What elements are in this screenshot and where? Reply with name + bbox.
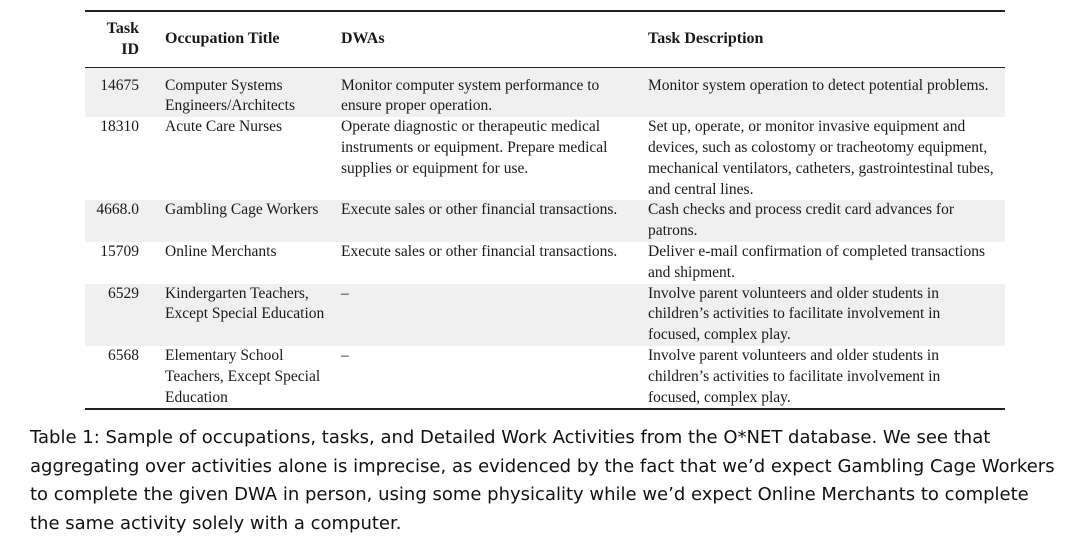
header-row bbox=[85, 11, 1005, 67]
dwa-cell: Execute sales or other financial transactions. bbox=[341, 200, 648, 242]
dwa-cell: Operate diagnostic or therapeutic medical instruments or equipment. Prepare medical supplies or equipment for use. bbox=[341, 117, 648, 200]
occupation-table bbox=[85, 10, 1005, 410]
task-description-cell: Monitor system operation to detect potential problems. bbox=[648, 67, 1005, 117]
task-description-cell: Set up, operate, or monitor invasive equipment and devices, such as colostomy or tracheotomy equipment, mechanical ventilators, catheters, gastrointestinal tubes, and central lines. bbox=[648, 117, 1005, 200]
task-id-cell: 6568 bbox=[85, 346, 165, 409]
table-caption: Table 1: Sample of occupations, tasks, and Detailed Work Activities from the O*NET database. We see that aggregating over activities alone is imprecise, as evidenced by the fact that we’d expect Gambling Cage Workers to complete the given DWA in person, using some physicality while we’d expect Online Merchants to complete the same activity solely with a computer. bbox=[30, 427, 1055, 534]
task-description-cell: Deliver e-mail confirmation of completed transactions and shipment. bbox=[648, 242, 1005, 284]
occupation-table-container bbox=[85, 10, 1005, 410]
header-occupation-title: Occupation Title bbox=[165, 11, 341, 67]
occupation-cell: Elementary School Teachers, Except Special Education bbox=[165, 346, 341, 409]
occupation-cell: Online Merchants bbox=[165, 242, 341, 284]
dwa-cell: – bbox=[341, 284, 648, 346]
table-header bbox=[85, 11, 1005, 67]
header-dwas: DWAs bbox=[341, 11, 648, 67]
table-row bbox=[85, 67, 1005, 117]
table-row bbox=[85, 284, 1005, 346]
task-id-cell: 14675 bbox=[85, 67, 165, 117]
dwa-cell: Monitor computer system performance to ensure proper operation. bbox=[341, 67, 648, 117]
table-row bbox=[85, 200, 1005, 242]
table-body bbox=[85, 67, 1005, 409]
table-row bbox=[85, 117, 1005, 200]
occupation-cell: Kindergarten Teachers, Except Special Education bbox=[165, 284, 341, 346]
occupation-cell: Acute Care Nurses bbox=[165, 117, 341, 200]
task-description-cell: Involve parent volunteers and older students in children’s activities to facilitate involvement in focused, complex play. bbox=[648, 284, 1005, 346]
header-task-id: Task ID bbox=[85, 11, 165, 67]
table-row bbox=[85, 346, 1005, 409]
header-task-description: Task Description bbox=[648, 11, 1005, 67]
table-row bbox=[85, 242, 1005, 284]
task-id-cell: 6529 bbox=[85, 284, 165, 346]
dwa-cell: Execute sales or other financial transactions. bbox=[341, 242, 648, 284]
dwa-cell: – bbox=[341, 346, 648, 409]
task-description-cell: Involve parent volunteers and older students in children’s activities to facilitate involvement in focused, complex play. bbox=[648, 346, 1005, 409]
task-description-cell: Cash checks and process credit card advances for patrons. bbox=[648, 200, 1005, 242]
occupation-cell: Gambling Cage Workers bbox=[165, 200, 341, 242]
task-id-cell: 4668.0 bbox=[85, 200, 165, 242]
task-id-cell: 18310 bbox=[85, 117, 165, 200]
task-id-cell: 15709 bbox=[85, 242, 165, 284]
occupation-cell: Computer Systems Engineers/Architects bbox=[165, 67, 341, 117]
